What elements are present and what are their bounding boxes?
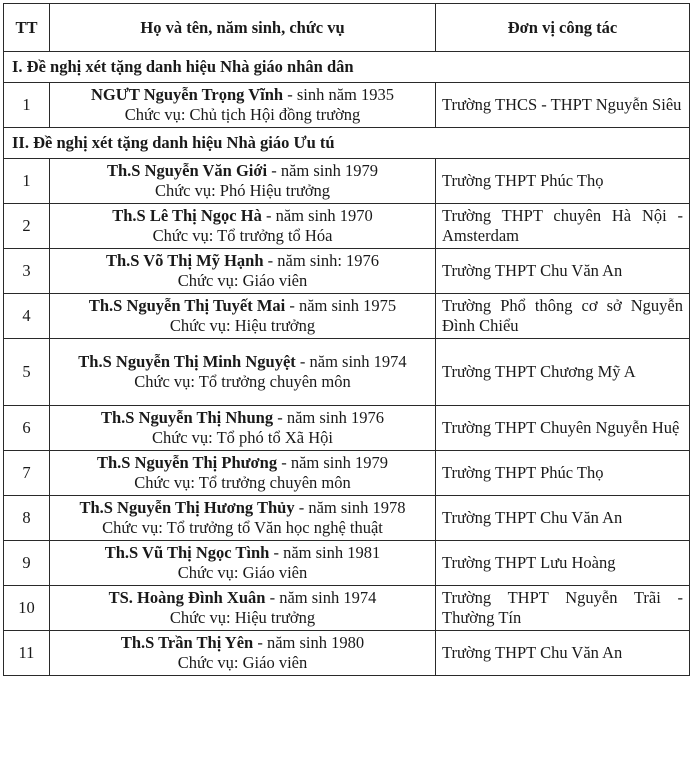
row-number: 8	[4, 496, 50, 541]
nominee-birth: - năm sinh 1980	[253, 633, 365, 652]
table-row	[4, 204, 690, 249]
row-number: 11	[4, 631, 50, 676]
table-row	[4, 249, 690, 294]
unit-cell: Trường THCS - THPT Nguyễn Siêu	[436, 83, 690, 128]
nominee-birth: - năm sinh 1979	[277, 453, 389, 472]
table-row	[4, 339, 690, 406]
nominee-role: Chức vụ: Tổ trưởng chuyên môn	[134, 473, 351, 492]
section-title: I. Đề nghị xét tặng danh hiệu Nhà giáo nhân dân	[4, 52, 690, 83]
unit-cell: Trường THPT Phúc Thọ	[436, 451, 690, 496]
unit-cell: Trường THPT Chuyên Nguyễn Huệ	[436, 406, 690, 451]
nominee-role: Chức vụ: Giáo viên	[177, 271, 308, 290]
nominee-name: Th.S Nguyễn Thị Minh Nguyệt	[78, 352, 296, 371]
nominee-cell	[50, 83, 436, 128]
unit-cell: Trường THPT Nguyễn Trãi - Thường Tín	[436, 586, 690, 631]
nominee-role: Chức vụ: Giáo viên	[177, 653, 308, 672]
table-row	[4, 631, 690, 676]
row-number: 1	[4, 83, 50, 128]
unit-cell: Trường THPT Lưu Hoàng	[436, 541, 690, 586]
nominee-birth: - năm sinh 1974	[295, 352, 407, 371]
nominee-birth: - năm sinh 1979	[267, 161, 379, 180]
unit-cell: Trường THPT Chu Văn An	[436, 496, 690, 541]
nominee-birth: - năm sinh 1976	[273, 408, 385, 427]
row-number: 6	[4, 406, 50, 451]
nominee-cell	[50, 339, 436, 406]
nominee-role: Chức vụ: Giáo viên	[177, 563, 308, 582]
row-number: 2	[4, 204, 50, 249]
section-row	[4, 128, 690, 159]
nominee-table	[3, 3, 690, 676]
nominee-birth: - sinh năm 1935	[283, 85, 395, 104]
nominee-name: Th.S Nguyễn Văn Giới	[106, 161, 268, 180]
table-row	[4, 83, 690, 128]
table-row	[4, 586, 690, 631]
nominee-cell	[50, 249, 436, 294]
row-number: 9	[4, 541, 50, 586]
nominee-cell	[50, 586, 436, 631]
header-tt: TT	[4, 4, 50, 52]
nominee-cell	[50, 451, 436, 496]
nominee-name: Th.S Lê Thị Ngọc Hà	[112, 206, 262, 225]
unit-cell: Trường THPT chuyên Hà Nội - Amsterdam	[436, 204, 690, 249]
nominee-birth: - năm sinh 1974	[265, 588, 377, 607]
table-row	[4, 541, 690, 586]
nominee-cell	[50, 406, 436, 451]
nominee-cell	[50, 159, 436, 204]
nominee-name: NGƯT Nguyễn Trọng Vĩnh	[90, 85, 284, 104]
nominee-birth: - năm sinh 1981	[269, 543, 381, 562]
unit-cell: Trường THPT Phúc Thọ	[436, 159, 690, 204]
table-header-row	[4, 4, 690, 52]
row-number: 7	[4, 451, 50, 496]
nominee-name: Th.S Nguyễn Thị Nhung	[100, 408, 274, 427]
table-row	[4, 451, 690, 496]
nominee-birth: - năm sinh: 1976	[263, 251, 380, 270]
nominee-role: Chức vụ: Tổ trưởng chuyên môn	[134, 372, 351, 391]
nominee-cell	[50, 294, 436, 339]
header-name: Họ và tên, năm sinh, chức vụ	[50, 4, 436, 52]
nominee-birth: - năm sinh 1978	[294, 498, 406, 517]
table-row	[4, 496, 690, 541]
unit-cell: Trường Phổ thông cơ sở Nguyễn Đình Chiểu	[436, 294, 690, 339]
nominee-role: Chức vụ: Hiệu trưởng	[169, 316, 316, 335]
table-row	[4, 159, 690, 204]
nominee-role: Chức vụ: Tổ trưởng tổ Hóa	[152, 226, 333, 245]
nominee-role: Chức vụ: Chủ tịch Hội đồng trường	[124, 105, 361, 124]
nominee-name: Th.S Nguyễn Thị Hương Thủy	[79, 498, 295, 517]
unit-cell: Trường THPT Chu Văn An	[436, 631, 690, 676]
unit-cell: Trường THPT Chương Mỹ A	[436, 339, 690, 406]
row-number: 3	[4, 249, 50, 294]
nominee-birth: - năm sinh 1970	[261, 206, 373, 225]
nominee-role: Chức vụ: Tổ trưởng tổ Văn học nghệ thuật	[102, 518, 383, 537]
table-row	[4, 294, 690, 339]
nominee-name: Th.S Trần Thị Yên	[120, 633, 254, 652]
nominee-birth: - năm sinh 1975	[285, 296, 397, 315]
nominee-cell	[50, 541, 436, 586]
nominee-cell	[50, 204, 436, 249]
nominee-role: Chức vụ: Phó Hiệu trưởng	[154, 181, 331, 200]
nominee-name: Th.S Vũ Thị Ngọc Tình	[104, 543, 270, 562]
table-row	[4, 406, 690, 451]
row-number: 1	[4, 159, 50, 204]
section-row	[4, 52, 690, 83]
nominee-name: Th.S Võ Thị Mỹ Hạnh	[105, 251, 264, 270]
header-unit: Đơn vị công tác	[436, 4, 690, 52]
nominee-role: Chức vụ: Hiệu trưởng	[169, 608, 316, 627]
row-number: 5	[4, 339, 50, 406]
nominee-cell	[50, 631, 436, 676]
row-number: 4	[4, 294, 50, 339]
nominee-name: Th.S Nguyễn Thị Tuyết Mai	[88, 296, 286, 315]
nominee-name: TS. Hoàng Đình Xuân	[108, 588, 266, 607]
row-number: 10	[4, 586, 50, 631]
nominee-role: Chức vụ: Tổ phó tổ Xã Hội	[152, 428, 333, 447]
unit-cell: Trường THPT Chu Văn An	[436, 249, 690, 294]
nominee-cell	[50, 496, 436, 541]
section-title: II. Đề nghị xét tặng danh hiệu Nhà giáo Ưu tú	[4, 128, 690, 159]
nominee-name: Th.S Nguyễn Thị Phương	[96, 453, 278, 472]
